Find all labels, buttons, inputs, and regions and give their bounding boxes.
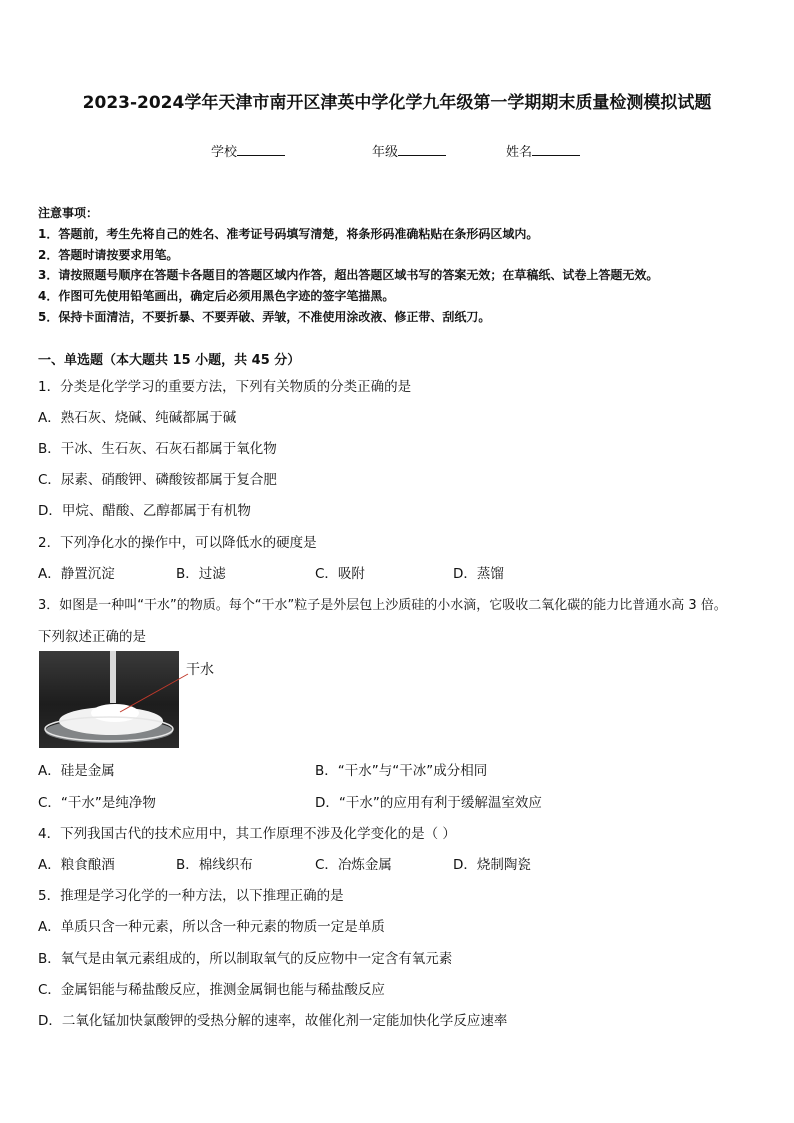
section-heading: 一、单选题（本大题共 15 小题，共 45 分） bbox=[38, 353, 301, 368]
question-2-option-b: B．过滤 bbox=[176, 566, 226, 582]
name-field bbox=[506, 141, 580, 160]
question-3-stem-continued: 下列叙述正确的是 bbox=[38, 629, 146, 645]
name-label: 姓名 bbox=[506, 145, 533, 160]
notice-item: 4．作图可先使用铅笔画出，确定后必须用黑色字迹的签字笔描黑。 bbox=[38, 289, 395, 303]
question-1-stem: 1．分类是化学学习的重要方法，下列有关物质的分类正确的是 bbox=[38, 379, 412, 395]
pointer-line bbox=[120, 674, 188, 712]
question-2-option-c: C．吸附 bbox=[315, 566, 365, 582]
question-3-option-d: D．“干水”的应用有利于缓解温室效应 bbox=[315, 795, 542, 811]
question-1-option-a: A．熟石灰、烧碱、纯碱都属于碱 bbox=[38, 410, 237, 426]
question-2-stem: 2．下列净化水的操作中，可以降低水的硬度是 bbox=[38, 535, 317, 551]
question-5-option-c: C．金属铝能与稀盐酸反应，推测金属铜也能与稀盐酸反应 bbox=[38, 982, 385, 998]
question-4-option-b: B．棉线织布 bbox=[176, 857, 253, 873]
question-3-option-b: B．“干水”与“干冰”成分相同 bbox=[315, 763, 488, 779]
question-3-stem: 3．如图是一种叫“干水”的物质。每个“干水”粒子是外层包上沙质硅的小水滴，它吸收二氧化碳的能力比普通水高 3 倍。 bbox=[38, 598, 727, 613]
question-1-option-c: C．尿素、硝酸钾、磷酸铵都属于复合肥 bbox=[38, 472, 277, 488]
question-5-option-d: D．二氧化锰加快氯酸钾的受热分解的速率，故催化剂一定能加快化学反应速率 bbox=[38, 1013, 508, 1029]
question-3-option-a: A．硅是金属 bbox=[38, 763, 115, 779]
notice-item: 5．保持卡面清洁，不要折暴、不要弄破、弄皱，不准使用涂改液、修正带、刮纸刀。 bbox=[38, 310, 491, 324]
school-blank bbox=[237, 143, 285, 156]
glass-rod bbox=[110, 651, 116, 703]
question-5-option-b: B．氧气是由氧元素组成的，所以制取氧气的反应物中一定含有氧元素 bbox=[38, 951, 453, 967]
question-5-stem: 5．推理是学习化学的一种方法，以下推理正确的是 bbox=[38, 888, 344, 904]
question-1-option-b: B．干冰、生石灰、石灰石都属于氧化物 bbox=[38, 441, 277, 457]
notice-item: 3．请按照题号顺序在答题卡各题目的答题区域内作答，超出答题区域书写的答案无效；在草稿纸、试卷上答题无效。 bbox=[38, 268, 659, 282]
notice-heading: 注意事项： bbox=[38, 206, 99, 220]
question-4-option-a: A．粮食酿酒 bbox=[38, 857, 115, 873]
question-3-option-c: C．“干水”是纯净物 bbox=[38, 795, 156, 811]
notice-item: 1．答题前，考生先将自己的姓名、准考证号码填写清楚，将条形码准确粘贴在条形码区域内。 bbox=[38, 227, 539, 241]
notice-item: 2．答题时请按要求用笔。 bbox=[38, 248, 179, 262]
question-5-option-a: A．单质只含一种元素，所以含一种元素的物质一定是单质 bbox=[38, 919, 385, 935]
question-2-option-d: D．蒸馏 bbox=[453, 566, 504, 582]
grade-blank bbox=[398, 143, 446, 156]
question-2-option-a: A．静置沉淀 bbox=[38, 566, 115, 582]
school-label: 学校 bbox=[211, 145, 238, 160]
school-field bbox=[211, 141, 285, 160]
label-pointer-line bbox=[118, 672, 190, 716]
grade-label: 年级 bbox=[372, 145, 399, 160]
page-title: 2023-2024学年天津市南开区津英中学化学九年级第一学期期末质量检测模拟试题 bbox=[82, 93, 712, 113]
question-4-option-c: C．冶炼金属 bbox=[315, 857, 392, 873]
question-4-option-d: D．烧制陶瓷 bbox=[453, 857, 531, 873]
figure-label: 干水 bbox=[186, 662, 214, 678]
grade-field bbox=[372, 141, 446, 160]
name-blank bbox=[532, 143, 580, 156]
question-1-option-d: D．甲烷、醋酸、乙醇都属于有机物 bbox=[38, 503, 251, 519]
question-4-stem: 4．下列我国古代的技术应用中，其工作原理不涉及化学变化的是（ ） bbox=[38, 826, 456, 842]
